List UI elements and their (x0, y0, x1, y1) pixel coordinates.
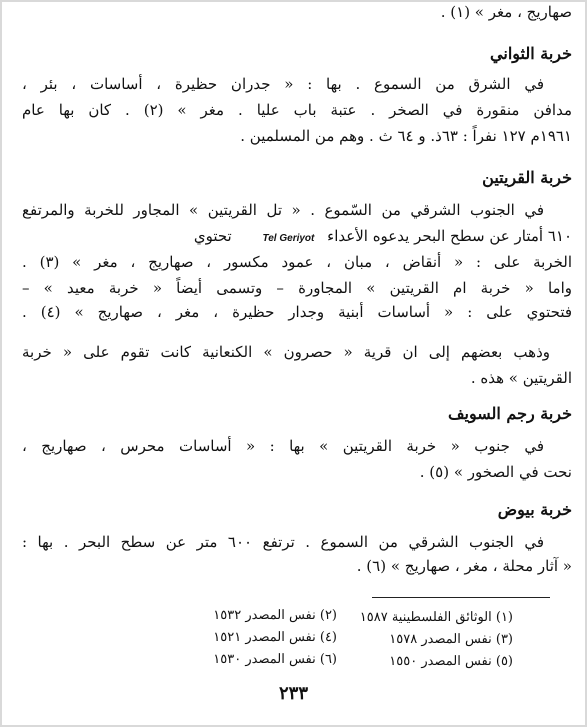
section-heading: خربة القريتين (482, 168, 572, 187)
footnote: (٣) نفس المصدر ١٥٧٨ (389, 632, 513, 647)
footnote: (٦) نفس المصدر ١٥٣٠ (213, 652, 337, 667)
section-heading: خربة رجم السويف (447, 404, 572, 423)
latin-term: Tel Geriyot (262, 233, 315, 244)
footnote: (٥) نفس المصدر ١٥٥٠ (389, 654, 513, 669)
text-line (22, 226, 572, 249)
footnote: (١) الوثائق الفلسطينية ١٥٨٧ (359, 610, 513, 625)
text-line: ١٩٦١م ١٢٧ نفراً : ٦٣ذ. و ٦٤ ث . وهم من المسلمين . (240, 127, 572, 145)
text-line: صهاريج ، مغر » (١) . (440, 3, 572, 21)
text-segment: تحتوي (193, 227, 232, 245)
text-line: وذهب بعضهم إلى ان قرية « حصرون » الكنعانية كانت تقوم على « خربة (22, 343, 550, 361)
text-line: واما « خربة ام القريتين » المجاورة – وتسمى أيضاً « خربة معيد » – (22, 279, 572, 297)
footnote-separator (372, 597, 550, 598)
text-line: فتحتوي على : « أساسات أبنية وجدار حظيرة ، مغر ، صهاريج » (٤) . (22, 303, 573, 321)
text-line: في الجنوب الشرقي من السموع . ترتفع ٦٠٠ متر عن سطح البحر . بها : (22, 533, 545, 551)
footnote: (٤) نفس المصدر ١٥٢١ (213, 630, 337, 645)
text-line: نحت في الصخور » (٥) . (419, 463, 572, 481)
text-line: في جنوب « خربة القريتين » بها : « أساسات محرس ، صهاريج ، (22, 437, 544, 455)
text-line: القريتين » هذه . (470, 369, 572, 387)
text-line: في الجنوب الشرقي من السّموع . « تل القريتين » المجاور للخربة والمرتفع (22, 201, 544, 219)
text-line: الخربة على : « أنقاض ، مبان ، عمود مكسور ، صهاريج ، مغر » (٣) . (22, 253, 573, 271)
section-heading: خربة الثواني (490, 44, 572, 63)
text-line: في الشرق من السموع . بها : « جدران حظيرة ، أساسات ، بئر ، (22, 75, 544, 93)
text-line: « آثار محلة ، مغر ، صهاريج » (٦) . (356, 557, 572, 575)
section-heading: خربة بيوض (497, 500, 572, 519)
text-line: مدافن منقورة في الصخر . عتبة باب عليا . مغر » (٢) . كان بها عام (22, 101, 572, 119)
text-segment: ٦١٠ أمتار عن سطح البحر يدعوه الأعداء (327, 227, 572, 245)
page-number: ٢٣٣ (278, 683, 308, 704)
footnote: (٢) نفس المصدر ١٥٣٢ (213, 608, 337, 623)
